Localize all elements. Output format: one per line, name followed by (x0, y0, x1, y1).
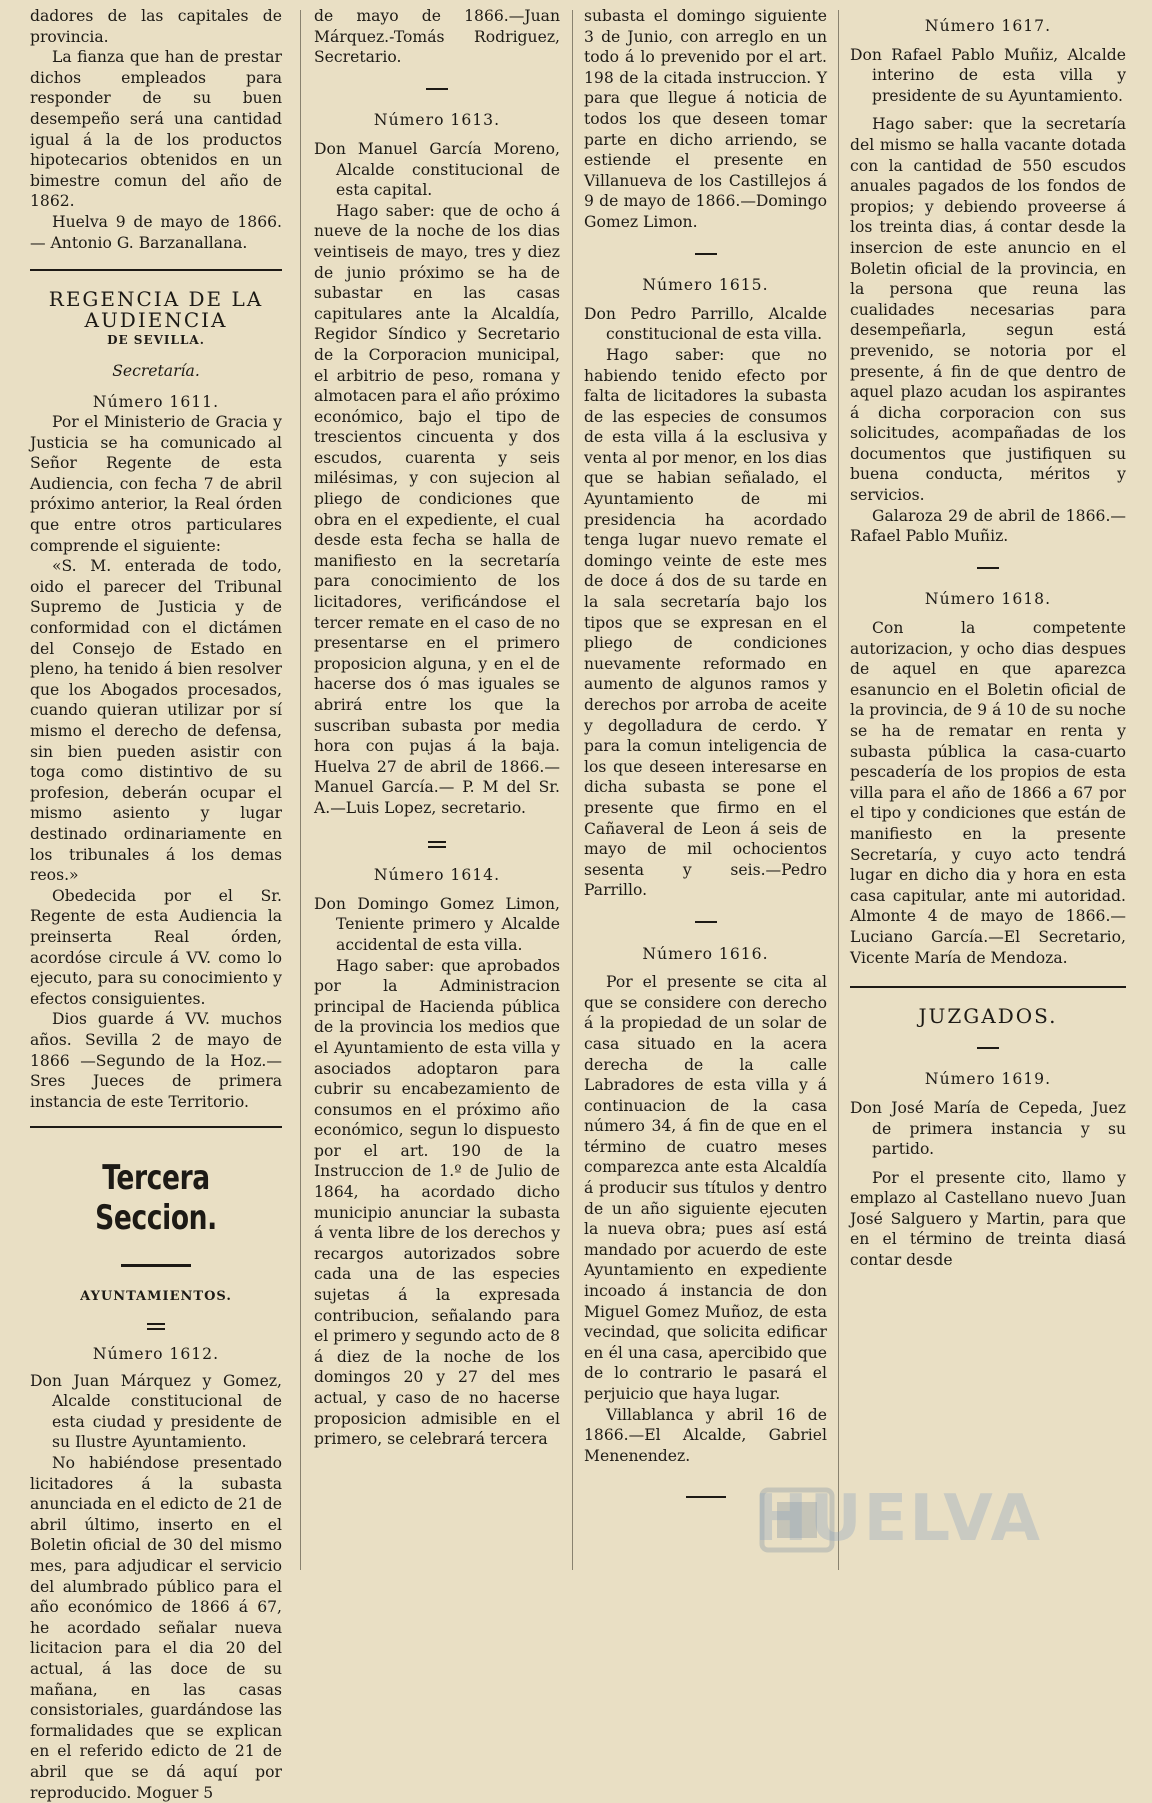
notice-number: Número 1617. (924, 17, 1052, 35)
subheading: Secretaría. (112, 361, 200, 380)
paragraph: «S. M. enterada de todo, oido el parecer del Tribunal Supremo de Justicia y de conformidad con el dictámen del Consejo de Estado en pleno, ha tenido á bien resolver que los Abogados procesados, cuando quieran utilizar por sí mismo el derecho de defensa, sin bien pueden asistir con toga como distintivo de su profesion, deberán ocupar el mismo asiento y lugar destinado ordinariamente en los tribunales á los demas reos.» (30, 557, 282, 885)
paragraph: Hago saber: que de ocho á nueve de la noche de los dias veintiseis de mayo, tres y diez de junio próximo se ha de subastar en las casas capitulares ante la Alcaldía, Regidor Síndico y Secretario de la Corporacion municipal, el arbitrio de peso, romana y almotacen para el año próximo económico, bajo el tipo de trescientos cincuenta y dos escudos, cuarenta y seis milésimas, y con sujecion al pliego de condiciones que obra en el expediente, el cual desde esta fecha se halla de manifiesto en la secretaría para conocimiento de los licitadores, verificándose el tercer remate en el caso de no presentarse en el primero proposicion alguna, y en el de hacerse dos ó mas iguales se abrirá entre los que la suscriban subasta por media hora con pujas á la baja. Huelva 27 de abril de 1866.—Manuel García.— P. M del Sr. A.—Luis Lopez, secretario. (314, 201, 560, 817)
dash-separator (850, 557, 1126, 578)
paragraph: Don Juan Márquez y Gomez, Alcalde constitucional de esta ciudad y presidente de su Ilustre Ayuntamiento. (30, 1371, 282, 1452)
paragraph: Por el presente se cita al que se considere con derecho á la propiedad de un solar de casa situado en la acera derecha de la calle Labradores de esta villa y á continuacion de la casa número 34, á fin de que en el término de cuatro meses comparezca ante esta Alcaldía á producir sus títulos y dentro de un año siguiente ejecuten la nueva obra; pues así está mandado por acuerdo de este Ayuntamiento en expediente incoado á instancia de don Miguel Gomez Muñoz, de esta vecindad, que solicita edificar en él una casa, apercibido que de lo contrario le pasará el perjuicio que haya lugar. (584, 973, 827, 1403)
ornament-rule (30, 1252, 282, 1273)
dash-separator (850, 1037, 1126, 1058)
column-2 (314, 6, 560, 1596)
paragraph: Hago saber: que la secretaría del mismo se halla vacante dotada con la cantidad de 550 escudos anuales pagados de los fondos de propios; y debiendo proveerse á los treinta dias, á contar desde la insercion de este anuncio en el Boletin oficial de la provincia, en la persona que reuna las cualidades necesarias para desempeñarla, segun está prevenido, se notoria por el presente, á fin de que dentro de aquel plazo acudan los aspirantes á dicha corporacion con sus solicitudes, acompañadas de los documentos que justifiquen su buena conducta, méritos y servicios. (850, 115, 1126, 505)
notice-number: Número 1619. (924, 1070, 1052, 1089)
paragraph: Dios guarde á VV. muchos años. Sevilla 2 de mayo de 1866 —Segundo de la Hoz.—Sres Jueces de primera instancia de este Territorio. (30, 1010, 282, 1111)
paragraph: Huelva 9 de mayo de 1866.— Antonio G. Barzanallana. (30, 212, 282, 252)
notice-number: Número 1612. (92, 1345, 220, 1364)
paragraph: Hago saber: que aprobados por la Administracion principal de Hacienda pública de la provincia los medios que el Ayuntamiento de esta villa y asociados adoptaron para cubrir su encabezamiento de consumos en el próximo año económico, segun lo dispuesto por el art. 190 de la Instruccion de 1.º de Julio de 1864, ha acordado dicho municipio anunciar la subasta á venta libre de los derechos y recargos autorizados sobre cada una de las especies sujetas á la expresada contribucion, señalando para el primero y segundo acto de 8 á diez de la noche de los domingos 20 y 27 del mes actual, y caso de no hacerse proposicion admisible en el primero, se celebrará tercera (314, 956, 560, 1449)
paragraph: Con la competente autorizacion, y ocho dias despues de aquel en que aparezca esanuncio en el Boletin oficial de la provincia, de 9 á 10 de su noche se ha de rematar en renta y subasta pública la casa-cuarto pescadería de los propios de esta villa para el año de 1866 a 67 por el tipo y condiciones que están de manifiesto en la presente Secretaría, y cuyo acto tendrá lugar en dicho dia y hora en esta casa capitular, ante mi autoridad. Almonte 4 de mayo de 1866.—Luciano García.—El Secretario, Vicente María de Mendoza. (850, 619, 1126, 967)
double-dash (30, 1315, 282, 1336)
paragraph: subasta el domingo siguiente 3 de Junio, con arreglo en un todo á lo prevenido por el art. 198 de la citada instruccion. Y para que llegue á noticia de todos los que deseen tomar parte en dicho arriendo, se estiende el presente en Villanueva de los Castillejos á 9 de mayo de 1866.—Domingo Gomez Limon. (584, 7, 827, 231)
paragraph: Obedecida por el Sr. Regente de esta Audiencia la preinserta Real órden, acordóse circule á VV. como lo ejecuto, para su conocimiento y efectos consiguientes. (30, 886, 282, 1008)
column-rule (572, 10, 573, 1570)
column-rule (838, 10, 839, 1570)
section-subheading: AYUNTAMIENTOS. (80, 1288, 232, 1304)
section-title: Tercera Seccion. (95, 1158, 217, 1239)
paragraph: Don José María de Cepeda, Juez de primera instancia y su partido. (850, 1098, 1126, 1159)
column-3 (584, 6, 827, 1596)
dash-separator (314, 78, 560, 99)
paragraph: Por el Ministerio de Gracia y Justicia se ha comunicado al Señor Regente de esta Audiencia, con fecha 7 de abril próximo anterior, la Real órden que entre otros particulares comprende el siguiente: (30, 413, 282, 555)
notice-number: Número 1613. (373, 111, 501, 130)
notice-number: Número 1618. (924, 590, 1052, 609)
paragraph: Galaroza 29 de abril de 1866.—Rafael Pablo Muñiz. (850, 506, 1126, 546)
paragraph: No habiéndose presentado licitadores á la subasta anunciada en el edicto de 21 de abril último, inserto en el Boletin oficial de 30 del mismo mes, para adjudicar el servicio del alumbrado público para el año económico de 1866 á 67, he acordado señalar nueva licitacion para el dia 20 del actual, á las doce de su mañana, en las casas consistoriales, guardándose las formalidades que se explican en el referido edicto de 21 de abril que se dá aquí por reproducido. Moguer 5 (30, 1454, 282, 1802)
notice-number: Número 1615. (642, 276, 769, 295)
section-heading: REGENCIA DE LA AUDIENCIA (48, 287, 264, 332)
paragraph: dadores de las capitales de provincia. (30, 7, 282, 46)
column-4 (850, 6, 1126, 1596)
paragraph: La fianza que han de prestar dichos empleados para responder de su buen desempeño será una cantidad igual á la de los productos hipotecarios obtenidos en un bimestre comun del año de 1862. (30, 48, 282, 211)
archive-watermark: HUELVA (754, 1482, 1042, 1556)
paragraph: Don Manuel García Moreno, Alcalde constitucional de esta capital. (314, 139, 560, 200)
column-1 (30, 6, 282, 1802)
section-divider (30, 269, 282, 271)
section-divider (30, 1126, 282, 1128)
section-heading: JUZGADOS. (918, 1004, 1058, 1029)
dash-separator (584, 243, 827, 264)
double-dash (314, 833, 560, 854)
dash-separator (584, 911, 827, 932)
section-subheading: DE SEVILLA. (107, 333, 205, 348)
column-rule (300, 10, 301, 1570)
notice-number: Número 1614. (373, 866, 501, 885)
paragraph: Villablanca y abril 16 de 1866.—El Alcalde, Gabriel Menenendez. (584, 1405, 827, 1465)
paragraph: Por el presente cito, llamo y emplazo al Castellano nuevo Juan José Salguero y Martin, para que en el término de treinta diasá contar desde (850, 1168, 1126, 1270)
paragraph: Don Domingo Gomez Limon, Teniente primero y Alcalde accidental de esta villa. (314, 894, 560, 954)
section-divider (850, 986, 1126, 988)
paragraph: Hago saber: que no habiendo tenido efecto por falta de licitadores la subasta de las especies de consumos de esta villa á la esclusiva y venta al por menor, en los dias que se habian señalado, el Ayuntamiento de mi presidencia ha acordado tenga lugar nuevo remate el domingo veinte de este mes de doce á dos de su tarde en la sala secretaría bajo los tipos que se expresan en el pliego de condiciones nuevamente reformado en aumento de algunos ramos y derechos por arroba de aceite y degolladura de cerdo. Y para la comun inteligencia de los que deseen interesarse en dicha subasta se pone el presente que firmo en el Cañaveral de Leon á seis de mayo de mil ochocientos sesenta y seis.—Pedro Parrillo. (584, 345, 827, 900)
notice-number: Número 1616. (642, 944, 769, 963)
notice-number: Número 1611. (92, 392, 220, 411)
paragraph: de mayo de 1866.—Juan Márquez.-Tomás Rodriguez, Secretario. (314, 7, 560, 67)
paragraph: Don Pedro Parrillo, Alcalde constitucional de esta villa. (584, 304, 827, 344)
paragraph: Don Rafael Pablo Muñiz, Alcalde interino de esta villa y presidente de su Ayuntamiento. (850, 45, 1126, 105)
